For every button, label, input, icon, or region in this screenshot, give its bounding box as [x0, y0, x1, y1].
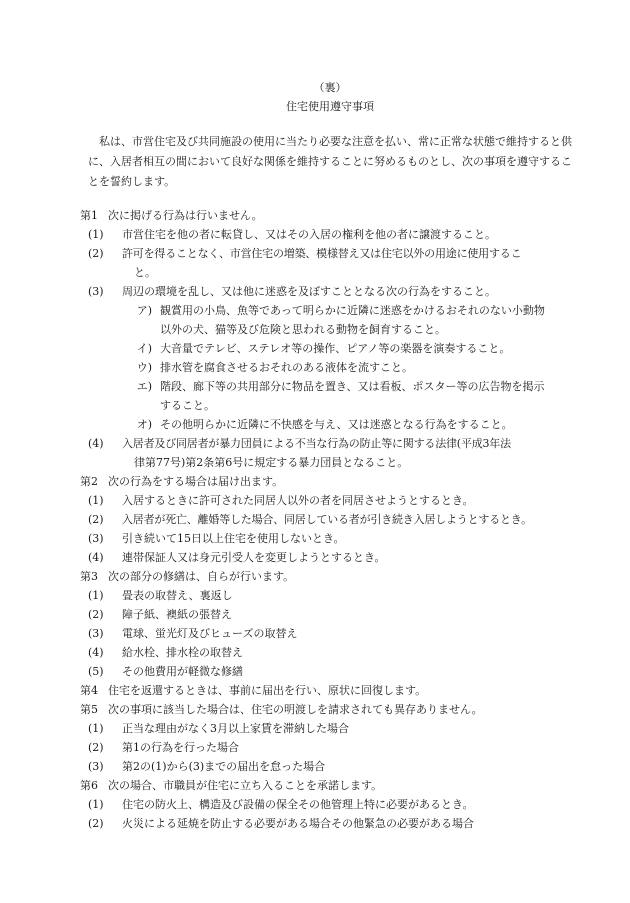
sub-item-text: 大音量でテレビ、ステレオ等の操作、ピアノ等の楽器を演奏すること。 [160, 342, 511, 355]
sub-item-number: オ) [136, 418, 152, 431]
section-4 [80, 681, 580, 700]
sub-item-number: エ) [136, 380, 152, 393]
item-continuation: と。 [134, 266, 156, 279]
sub-item [80, 377, 580, 396]
section-heading: 次に掲げる行為は行いません。 [108, 209, 263, 222]
item-text: 第2の(1)から(3)までの届出を怠った場合 [122, 760, 326, 773]
list-item [80, 624, 580, 643]
section-5 [80, 700, 580, 719]
section-heading: 次の場合、市職員が住宅に立ち入ることを承諾します。 [108, 779, 383, 792]
item-text: 入居するときに許可された同居人以外の者を同居させようとするとき。 [122, 494, 474, 507]
section-number: 第1 [80, 209, 98, 222]
list-item [80, 757, 580, 776]
item-text: 引き続いて15日以上住宅を使用しないとき。 [122, 532, 345, 545]
sub-item-text: 階段、廊下等の共用部分に物品を置き、又は看板、ポスター等の広告物を掲示 [160, 380, 545, 393]
item-number: (3) [88, 532, 104, 545]
list-item [80, 491, 580, 510]
sub-item [80, 358, 580, 377]
item-text: 住宅の防火上、構造及び設備の保全その他管理上特に必要があるとき。 [122, 798, 474, 811]
item-text: 畳表の取替え、裏返し [122, 589, 233, 602]
item-text: 入居者及び同居者が暴力団員による不当な行為の防止等に関する法律(平成3年法 [122, 437, 511, 450]
item-text: 連帯保証人又は身元引受人を変更しようとするとき。 [122, 551, 386, 564]
list-item [80, 605, 580, 624]
item-text: 給水栓、排水栓の取替え [122, 646, 243, 659]
document-title: 住宅使用遵守事項 [286, 100, 374, 113]
list-item [80, 643, 580, 662]
section-number: 第5 [80, 703, 98, 716]
item-continuation: 律第77号)第2条第6号に規定する暴力団員となること。 [134, 456, 409, 469]
list-item [80, 529, 580, 548]
list-item [80, 510, 580, 529]
item-number: (1) [88, 722, 104, 735]
list-item [80, 282, 580, 301]
list-item [80, 662, 580, 681]
item-text: 障子紙、襖紙の張替え [122, 608, 232, 621]
item-number: (5) [88, 665, 104, 678]
sub-item-text: 排水管を腐食させるおそれのある液体を流すこと。 [160, 361, 413, 374]
sub-item-number: ア) [136, 304, 152, 317]
section-heading: 次の部分の修繕は、自らが行います。 [108, 570, 295, 583]
section-number: 第4 [80, 684, 98, 697]
item-text: 第1の行為を行った場合 [122, 741, 239, 754]
item-number: (1) [88, 494, 104, 507]
item-number: (4) [88, 437, 104, 450]
section-heading: 次の事項に該当した場合は、住宅の明渡しを請求されても異存ありません。 [108, 703, 483, 716]
sub-item [80, 301, 580, 320]
item-number: (2) [88, 741, 104, 754]
item-text: 火災による延焼を防止する必要がある場合その他緊急の必要がある場合 [122, 817, 474, 830]
section-number: 第2 [80, 475, 98, 488]
section-2 [80, 472, 580, 491]
reverse-side-label: （裏） [313, 81, 347, 94]
list-item [80, 586, 580, 605]
section-heading: 次の行為をする場合は届け出ます。 [108, 475, 284, 488]
item-number: (1) [88, 798, 104, 811]
item-number: (3) [88, 627, 104, 640]
sub-item-continuation: すること。 [160, 399, 215, 412]
item-number: (4) [88, 551, 104, 564]
list-item [80, 225, 580, 244]
sub-item [80, 415, 580, 434]
section-6 [80, 776, 580, 795]
section-3 [80, 567, 580, 586]
list-item [80, 548, 580, 567]
sub-item [80, 339, 580, 358]
item-text: 入居者が死亡、離婚等した場合、同居している者が引き続き入居しようとするとき。 [122, 513, 532, 526]
sub-item-number: ウ) [136, 361, 152, 374]
sub-item-text: その他明らかに近隣に不快感を与え、又は迷惑となる行為をすること。 [160, 418, 513, 431]
item-text: 電球、蛍光灯及びヒューズの取替え [122, 627, 298, 640]
list-item [80, 434, 580, 453]
section-number: 第6 [80, 779, 98, 792]
item-number: (4) [88, 646, 104, 659]
list-item [80, 738, 580, 757]
item-text: 許可を得ることなく、市営住宅の増築、模様替え又は住宅以外の用途に使用するこ [122, 247, 522, 260]
sub-item-number: イ) [136, 342, 152, 355]
list-item [80, 795, 580, 814]
item-text: 正当な理由がなく3月以上家賃を滞納した場合 [122, 722, 349, 735]
item-text: その他費用が軽微な修繕 [122, 665, 243, 678]
item-number: (2) [88, 608, 104, 621]
section-number: 第3 [80, 570, 98, 583]
sub-item-text: 観賞用の小鳥、魚等であって明らかに近隣に迷惑をかけるおそれのない小動物 [160, 304, 545, 317]
section-1 [80, 206, 580, 225]
sub-item-continuation: 以外の犬、猫等及び危険と思われる動物を飼育すること。 [160, 323, 446, 336]
list-item [80, 719, 580, 738]
item-number: (2) [88, 817, 104, 830]
item-number: (2) [88, 513, 104, 526]
section-heading: 住宅を返還するときは、事前に届出を行い、原状に回復します。 [108, 684, 427, 697]
item-number: (3) [88, 285, 104, 298]
item-number: (2) [88, 247, 104, 260]
item-number: (1) [88, 228, 104, 241]
item-text: 周辺の環境を乱し、又は他に迷惑を及ぼすこととなる次の行為をすること。 [122, 285, 496, 298]
item-number: (1) [88, 589, 104, 602]
item-text: 市営住宅を他の者に転貸し、又はその入居の権利を他の者に譲渡すること。 [122, 228, 496, 241]
intro-paragraph: 私は、市営住宅及び共同施設の使用に当たり必要な注意を払い、常に正常な状態で維持すると供に、入居者相互の間において良好な関係を維持することに努めるものとし、次の事項を遵守することを誓約します。 [88, 135, 572, 188]
list-item [80, 244, 580, 263]
list-item [80, 814, 580, 833]
item-number: (3) [88, 760, 104, 773]
